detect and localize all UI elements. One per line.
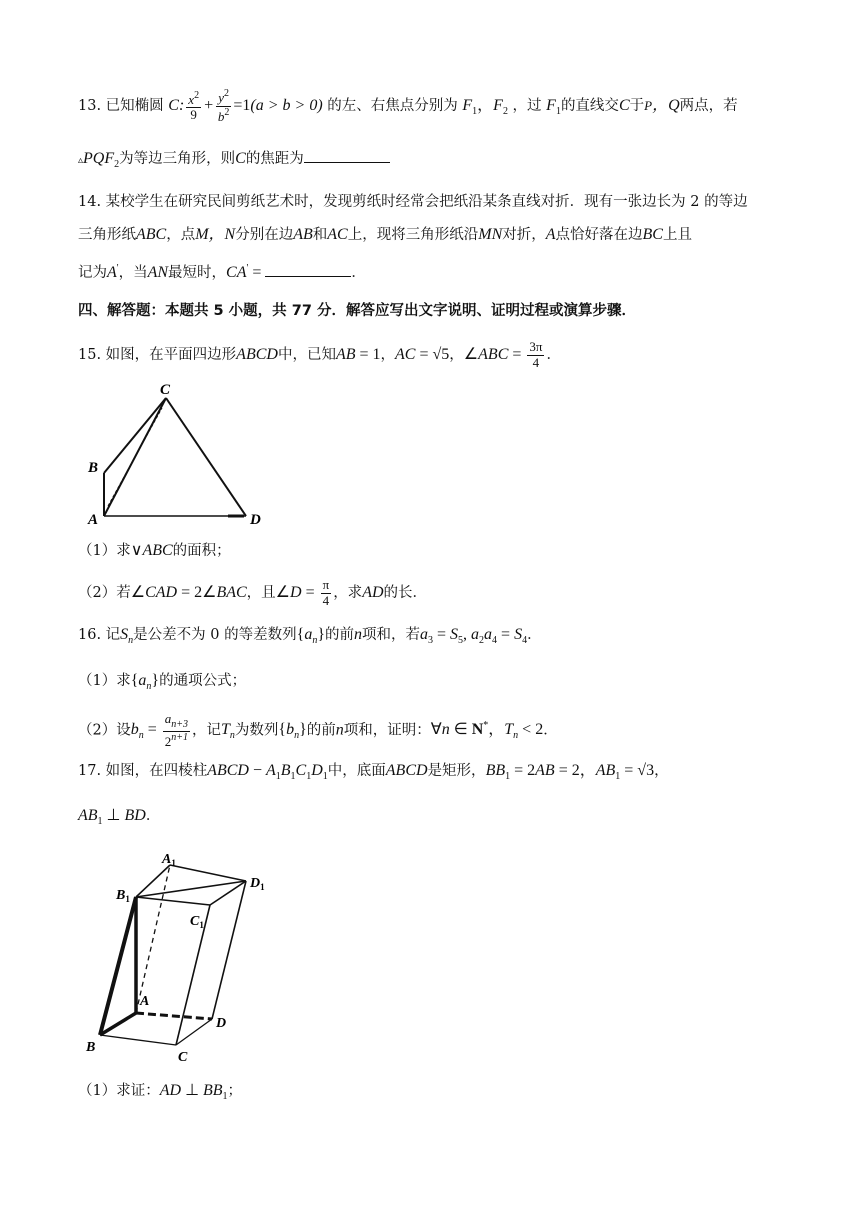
math-angle-d: ∠D = $\frac{\pi}{4}$: [275, 577, 330, 608]
q15-stem: 15. 如图，在平面四边形ABCD中，已知AB = 1，AC = √5，∠ABC = $\frac{3\pi}{4}$ ．: [78, 339, 561, 370]
math-ellipse-eq: C: $\frac{x^2}{9}$ + $\frac{y^2}{b^2}$ =1(a > b > 0): [168, 88, 323, 124]
figure-prism: [80, 845, 280, 1065]
q16-text: 是公差不为 0 的等差数列: [133, 627, 297, 643]
math-triangle-pqf2: $▵PQF_2$: [78, 150, 120, 170]
answer-blank: [304, 150, 390, 163]
math-a: A: [545, 226, 556, 243]
q16-text: ，记: [192, 722, 222, 739]
label-d: D: [216, 1016, 227, 1031]
edge-b1c1: [136, 897, 210, 905]
q14-text: 上且: [662, 227, 692, 243]
math-c: C: [235, 150, 246, 167]
q16-text: （2）设: [78, 722, 131, 739]
math-n: n: [354, 626, 362, 643]
label-c: C: [160, 382, 171, 398]
math-ac: AC: [327, 226, 348, 243]
math-ac-sqrt5: AC = √5: [395, 346, 450, 364]
q16-text: 的通项公式；: [159, 673, 247, 689]
q16-text: 项和，证明：: [343, 722, 431, 739]
label-a: A: [88, 512, 99, 528]
q15-text: 的面积；: [172, 543, 231, 559]
math-abcd: ABCD: [385, 762, 428, 779]
q13-text: 的焦距为: [245, 151, 304, 167]
q16-text: 为数列: [234, 722, 279, 739]
edge-aa1: [136, 865, 170, 1013]
math-ab: AB: [293, 226, 313, 243]
q15-text: 15. 如图，在平面四边形: [78, 347, 237, 364]
figure-quadrilateral-abcd: [80, 378, 280, 530]
q16-part1: [78, 673, 246, 692]
math-ab-1: AB = 1: [335, 346, 381, 364]
label-b: B: [86, 1040, 96, 1055]
math-conditions: $a_3 = S_5$, $a_2a_4 = S_4$: [420, 626, 528, 646]
math-an: AN: [147, 264, 169, 281]
q14-text: 上，现将三角形纸沿: [347, 227, 479, 243]
math-angle-cad: ∠CAD = 2∠BAC: [130, 584, 247, 602]
math-bb1: $BB_1 = 2AB = 2$，$AB_1 = √3$: [485, 762, 655, 782]
q14-text: 对折，: [502, 227, 546, 243]
q13-text: 的直线交: [560, 98, 619, 115]
q16-text: 的前: [306, 722, 336, 739]
math-bc: BC: [642, 226, 663, 243]
math-prism: ABCD − $A_1B_1C_1D_1$: [207, 762, 328, 782]
math-tn: $T_n$: [221, 721, 235, 742]
math-angle-abc: ∠ABC = $\frac{3\pi}{4}$: [463, 339, 543, 370]
math-foci: $F_1$，$F_2$: [462, 97, 508, 118]
math-bn-seq: $\{b_n\}$: [278, 721, 307, 742]
q13-text: ，过: [512, 98, 542, 115]
q15-part2: [78, 578, 427, 609]
label-c1: $C_1$: [190, 914, 204, 930]
label-d1: $D_1$: [250, 876, 265, 892]
q13-text: 的左、右焦点分别为: [327, 98, 458, 115]
q16-text: （1）求: [78, 673, 131, 689]
math-f1: $F_1$: [546, 97, 561, 118]
q14-line2: [78, 227, 692, 243]
math-ad-perp-bb1: AD ⊥ $BB_1$: [159, 1082, 228, 1102]
q14-text: 分别在边: [235, 227, 294, 243]
q17-stem: 17. 如图，在四棱柱ABCD − $A_1B_1C_1D_1$中，底面ABCD是矩形，$BB_1 = 2AB = 2$，$AB_1 = √3$，: [78, 762, 669, 782]
edge-cd: [166, 398, 246, 516]
q14-text: ，当: [118, 265, 148, 281]
answer-blank: [265, 264, 351, 277]
math-mn: M，N: [195, 226, 236, 243]
math-bn-def: $b_n$ = $\frac{a_{n+3}}{2^{n+1}}$: [130, 711, 189, 749]
math-an-seq: $\{a_n\}$: [130, 672, 160, 692]
math-a-prime: A': [107, 263, 119, 281]
q13-text: 为等边三角形，则: [119, 151, 236, 167]
math-mn2: MN: [478, 226, 503, 243]
q13-text: 已知椭圆: [105, 98, 164, 115]
q14-line1: 14. 某校学生在研究民间剪纸艺术时，发现剪纸时经常会把纸沿某条直线对折．现有一张边长为 2 的等边: [78, 194, 748, 210]
edge-bc: [104, 398, 166, 473]
q17-stem2: $AB_1$ ⊥ BD．: [78, 807, 161, 827]
q15-text: （2）若: [78, 585, 131, 602]
q15-text: ，且: [246, 585, 276, 602]
math-abc: ABC: [136, 226, 167, 243]
edge-b1d1: [136, 881, 246, 897]
q15-text: 中，已知: [277, 347, 336, 364]
q16-text: 项和，若: [362, 627, 420, 643]
edge-dd1: [212, 881, 246, 1019]
q13-number: 13.: [78, 98, 102, 115]
math-claim: ∀n ∈ N*，$T_n < 2$: [430, 720, 544, 742]
q14-text: 最短时，: [168, 265, 227, 281]
q14-text: 记为: [78, 265, 107, 281]
math-c: C: [618, 97, 630, 115]
label-b: B: [88, 460, 99, 476]
q15-part1: [78, 542, 231, 559]
label-d: D: [250, 512, 261, 528]
q16-text: 16. 记: [78, 627, 121, 643]
edge-ad: [136, 1013, 212, 1019]
q13-text: 于: [629, 98, 645, 115]
q14-text: 三角形纸: [78, 227, 136, 243]
q16-stem: 16. 记$S_n$是公差不为 0 的等差数列$\{a_n\}$的前n项和，若$a_3 = S_5$, $a_2a_4 = S_4$．: [78, 626, 542, 646]
math-ab1-perp-bd: $AB_1$ ⊥ BD: [78, 807, 146, 827]
q13-text: 两点，若: [679, 98, 738, 115]
q14-line3: 记为A'，当AN最短时，CA' = ．: [78, 263, 366, 281]
q17-part1: （1）求证：AD ⊥ $BB_1$；: [78, 1082, 243, 1102]
q14-text: 和: [312, 227, 328, 243]
math-sn: $S_n$: [120, 626, 134, 646]
q14-text: ，点: [166, 227, 196, 243]
math-an-seq: $\{a_n\}$: [296, 626, 325, 646]
label-a1: $A_1$: [162, 852, 176, 868]
math-triangle-abc: ∨ABC: [130, 540, 173, 559]
q15-text: 的长．: [383, 585, 428, 602]
q17-text: 17. 如图，在四棱柱: [78, 763, 208, 779]
q16-text: 的前: [325, 627, 354, 643]
q13-line1: [78, 88, 738, 125]
math-n: n: [335, 721, 344, 739]
math-q: ，Q: [652, 97, 680, 115]
label-b1: $B_1$: [116, 888, 130, 904]
q17-text: 是矩形，: [427, 763, 486, 779]
edge-bc: [100, 1035, 176, 1045]
q16-part2: （2）设$b_n$ = $\frac{a_{n+3}}{2^{n+1}}$ ，记$T_n$为数列$\{b_n\}$的前n项和，证明：∀n ∈ N*，$T_n < 2$．: [78, 711, 558, 749]
q15-text: （1）求: [78, 543, 131, 559]
math-p: P: [644, 98, 653, 114]
math-ad: AD: [362, 584, 384, 602]
q17-text: 中，底面: [327, 763, 386, 779]
q17-text: （1）求证：: [78, 1083, 160, 1099]
math-ca-prime: CA' =: [226, 263, 266, 281]
q14-text: 点恰好落在边: [555, 227, 643, 243]
edge-a1d1: [170, 865, 246, 881]
label-c: C: [178, 1050, 188, 1065]
section-heading: 四、解答题：本题共 5 小题，共 77 分．解答应写出文字说明、证明过程或演算步骤．: [78, 303, 636, 319]
q13-line2: [78, 150, 390, 170]
label-a: A: [140, 994, 150, 1009]
q15-text: ，求: [333, 585, 363, 602]
math-abcd: ABCD: [236, 346, 278, 364]
